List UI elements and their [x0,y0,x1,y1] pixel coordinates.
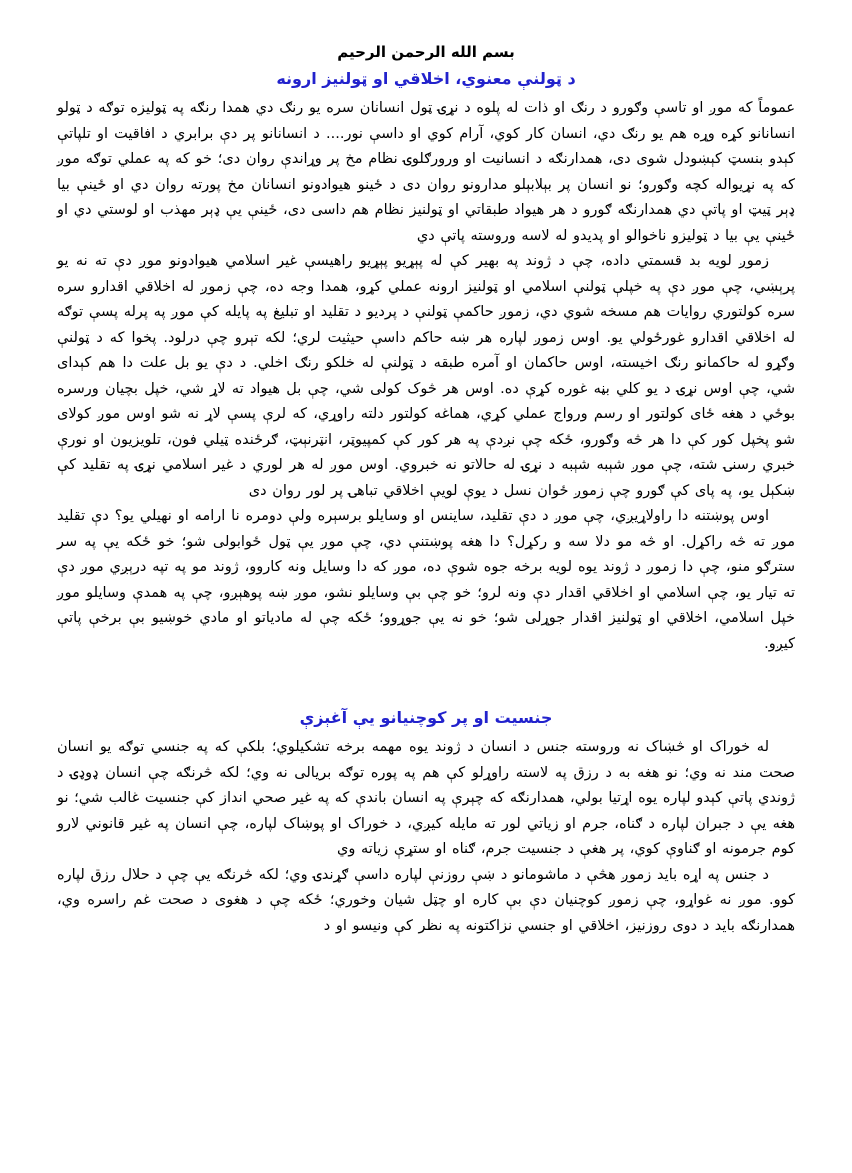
section-1-paragraph-3: اوس پوښتنه دا راولاړيږي، چې موږ د دې تقليد، ساينس او وسايلو برسېره ولې دومره نا ارامه او نهيلي يو؟ دې تقليد موږ ته څه راکړل. او څه مو دلا سه و رکړل؟ دا هغه پوښتنې دي، چې موږ يې ټول ځوابولی شو؛ خو ځکه يې په سر سترګو منو، چې دا زموږ د ژوند يوه لويه برخه جوه شوې ده، موږ که دا وسايل ونه کاروو، ژوند مو په تپه درېږي موږ دې ته تيار يو، چې اسلامي او اخلاقي اقدار دې ونه لرو؛ خو چې بې وسايلو نشو، موږ ښه پوهېږو، چې په همدې وسايلو موږ خپل اسلامي، اخلاقي او ټولنيز اقدار جوړلی شو؛ خو نه يې جوړوو؛ ځکه چې له مادياتو او مادي خوښيو بې برخې پاتې کيږو. [57,508,795,652]
basmala-line: بسم الله الرحمن الرحيم [337,43,515,61]
section-1-paragraph-2: زموږ لويه بد قسمتي داده، چې د ژوند په بهير کې له پېړيو پېړيو راهيسې غير اسلامي هيوادونو موږ دې ته نه يو پرېښي، چې موږ دې په خپلې ټولنې اسلامي او ټولنيز ارونه عملي کړو، همدا وجه ده، چې زموږ له اخلاقي اقدارو سره سره کولتوري روايات هم مسخه شوي دي، زموږ حاکمې ټولنې د پرديو د تقليد او تبليغ په پايله کې موږ په پرله پسې توګه له اخلاقي اقدارو غورځولي يو. اوس زموږ لپاره هر ښه حاکم داسې حيثيت لري؛ لکه تېرو چې درلود. پخوا که د ټولنې وګړو له حاکمانو رنګ اخيسته، اوس حاکمان او آمره طبقه د ټولنې له خلکو رنګ اخلي. د دې يو بل علت دا هم کېدای شي، چې اوس نړۍ د يو کلي بڼه غوره کړې ده. اوس هر څوک کولی شي، چې بل هيواد ته لاړ شي، خپل بچيان ورسره بوځي د هغه ځای کولتور او رسم ورواج عملي کړي، هماغه کولتور دلته راوړي، که لرې پسې لاړ نه شو اوس موږ کولای شو پخپل کور کې دا هر څه وګورو، ځکه چې نږدې په هر کور کې کمپيوټر، انټرنېټ، ګرځنده ټيلي فون، تلويزيون او نورې خبري رسنۍ شته، چې موږ شېبه شېبه د نړۍ له حالاتو نه خبروي. اوس موږ له هر لوري د غير اسلامي نړۍ په تقليد کې ښکېل يو، په پای کې ګورو چې زموږ ځوان نسل د يوې لويې اخلاقي تباهۍ پر لور روان دی [57,253,795,499]
section-1-heading: د ټولنې معنوي، اخلاقي او ټولنيز ارونه [276,69,576,88]
section-2-paragraph-1: له خوراک او څښاک نه وروسته جنس د انسان د ژوند يوه مهمه برخه تشکيلوي؛ بلکې که په جنسي توګه يو انسان صحت مند نه وي؛ نو هغه به د رزق په لاسته راوړلو کې هم په پوره توګه بريالی نه وي؛ لکه څرنګه چې انسان ډوډۍ د ژوندي پاتې کېدو لپاره يوه اړتيا بولي، همدارنګه که چېرې په انسان باندې که په غير صحي انداز کې جنسيت غالب شي؛ نو هغه يې د جبران لپاره د ګناه، جرم او زياتي لور ته مايله کيږي، د خوراک او پوښاک لپاره، چې انسان په غير قانوني لارو کوم جرمونه او ګناوې کوي، پر هغې د جنسيت جرم، ګناه او ستړې زياته وي [57,739,795,857]
section-2-paragraph-2: د جنس په اړه بايد زموږ هڅې د ماشومانو د ښې روزنې لپاره داسې ګړندۍ وي؛ لکه څرنګه يې چې د حلال رزق لپاره کوو. موږ نه غواړو، چې زموږ کوچنيان دې بې کاره او چټل شيان وخوري؛ ځکه چې د هغوی د صحت غم راسره وي، همدارنګه بايد د دوی روزنيز، اخلاقي او جنسي نزاکتونه په نظر کې ونيسو او د [57,866,795,934]
section-1-paragraph-1: عموماً که موږ او تاسې وګورو د رنګ او ذات له پلوه د نړۍ ټول انسانان سره يو رنګ دي همدا رنګه په ټوليزه توګه د ټولو انسانانو کړه وړه هم يو رنګ دي، انسان کار کوي، آرام کوي او داسې نور.... د انسانانو پر دې برابري د افاقيت او تلپاتې کېدو بنسټ کېښودل شوی دی، همدارنګه د انسانيت او ورورګلوۍ نظام مخ پر وړاندې روان دی؛ خو که په عملي توګه موږ که په نړيواله کچه وګورو؛ نو انسان پر بېلابېلو مدارونو روان دی د ځينو هيوادونو انسانان مخ پورته روان دي او ځينې بيا ډېر ټيټ او پاتې دي همدارنګه ګورو د هر هيواد طبقاتي او ټولنيز نظام هم داسی دی، ځينې يې ډېر مهذب او لوستي دي او ځينې يې بيا د ټوليزو ناخوالو او پديدو له لاسه وروسته پاتې دي [57,100,795,244]
section-2-heading: جنسيت او پر کوچنيانو يې آغېزې [299,708,553,727]
